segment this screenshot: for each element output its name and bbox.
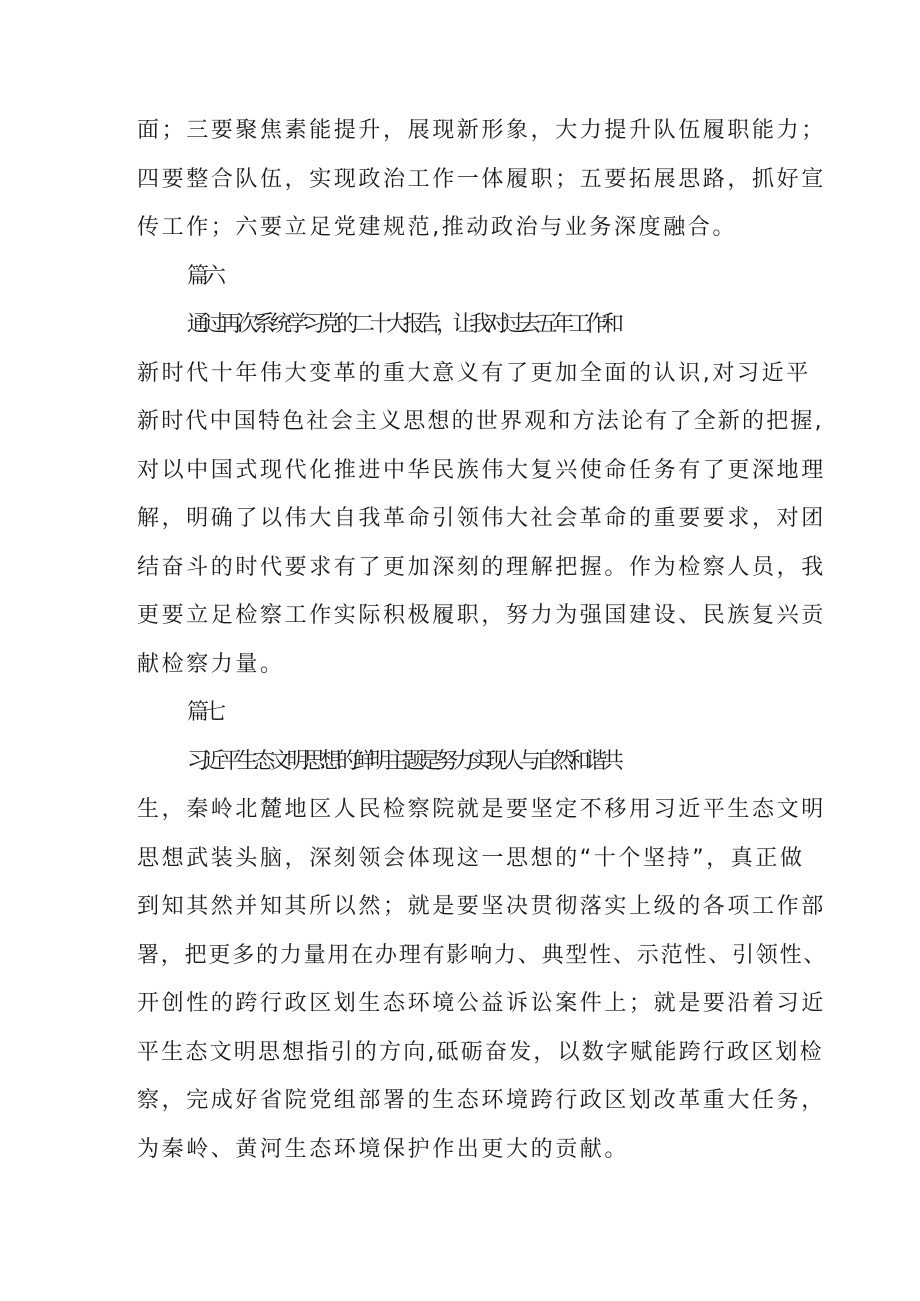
section-heading: 篇六 — [187, 264, 222, 289]
paragraph-line: 四要整合队伍，实现政治工作一体履职；五要拓展思路，抓好宣 — [137, 167, 826, 192]
paragraph-line: 通过再次系统学习党的二十大报告，让我对过去五年工作和 — [187, 312, 619, 337]
paragraph-line: 到知其然并知其所以然；就是要坚决贯彻落实上级的各项工作部 — [137, 894, 826, 919]
paragraph-line: 习近平生态文明思想的鲜明主题是努力实现人与自然和谐共 — [187, 749, 619, 774]
paragraph-line: 生，秦岭北麓地区人民检察院就是要坚定不移用习近平生态文明 — [137, 797, 826, 822]
paragraph-line: 献检察力量。 — [137, 652, 285, 677]
paragraph-line: 更要立足检察工作实际积极履职，努力为强国建设、民族复兴贡 — [137, 603, 826, 628]
paragraph-line: 传工作；六要立足党建规范,推动政治与业务深度融合。 — [137, 215, 737, 240]
paragraph-line: 结奋斗的时代要求有了更加深刻的理解把握。作为检察人员，我 — [137, 555, 826, 580]
paragraph-line: 对以中国式现代化推进中华民族伟大复兴使命任务有了更深地理 — [137, 458, 826, 483]
paragraph-line: 察，完成好省院党组部署的生态环境跨行政区划改革重大任务， — [137, 1088, 826, 1113]
paragraph-line: 面；三要聚焦素能提升，展现新形象，大力提升队伍履职能力； — [137, 118, 826, 143]
paragraph-line: 为秦岭、黄河生态环境保护作出更大的贡献。 — [137, 1137, 630, 1162]
paragraph-line: 解，明确了以伟大自我革命引领伟大社会革命的重要要求，对团 — [137, 506, 826, 531]
paragraph-line: 新时代十年伟大变革的重大意义有了更加全面的认识,对习近平 — [137, 361, 811, 386]
paragraph-line: 平生态文明思想指引的方向,砥砺奋发，以数字赋能跨行政区划检 — [137, 1040, 824, 1065]
paragraph-line: 新时代中国特色社会主义思想的世界观和方法论有了全新的把握, — [137, 409, 824, 434]
paragraph-line: 思想武装头脑，深刻领会体现这一思想的“十个坚持”，真正做 — [137, 846, 805, 871]
section-heading: 篇七 — [187, 700, 222, 725]
paragraph-line: 开创性的跨行政区划生态环境公益诉讼案件上；就是要沿着习近 — [137, 991, 826, 1016]
paragraph-line: 署，把更多的力量用在办理有影响力、典型性、示范性、引领性、 — [137, 943, 828, 968]
